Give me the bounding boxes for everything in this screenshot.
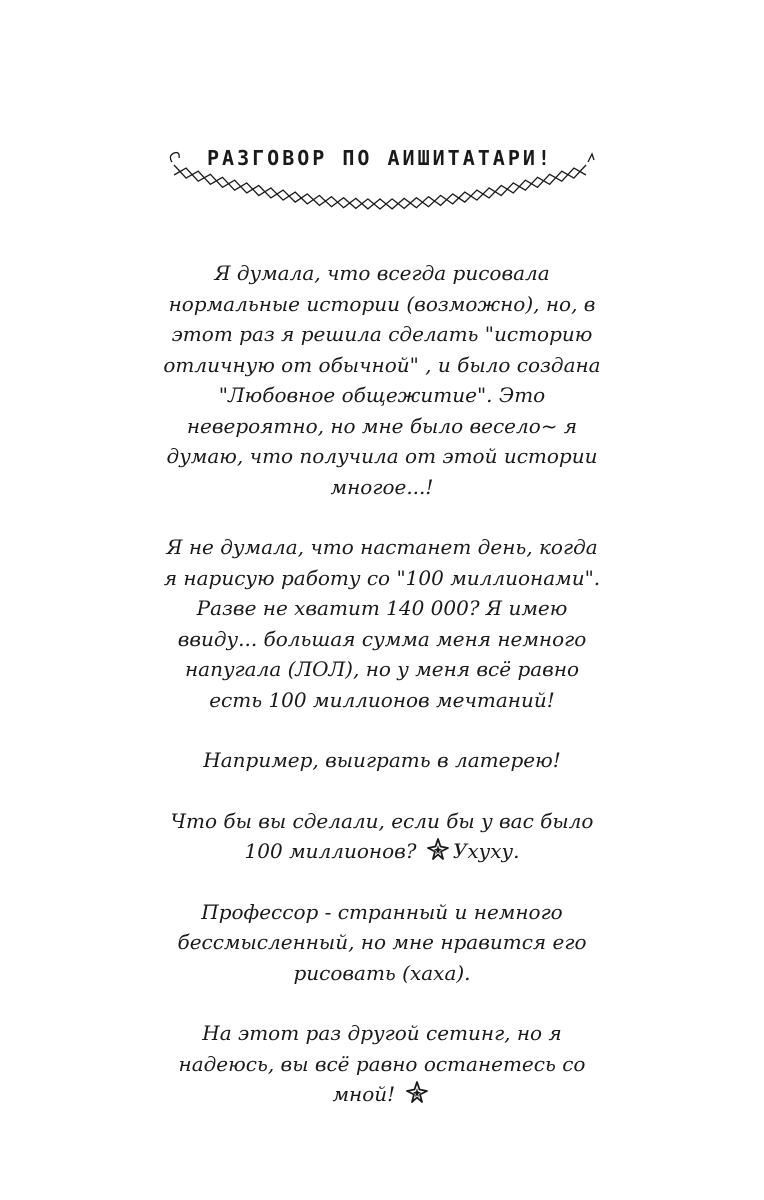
- zigzag-line: [174, 168, 586, 209]
- closing-text: На этот раз другой сетинг, но я надеюсь, вы всё равно останетесь со мной!: [178, 1021, 586, 1106]
- paragraph-3: Например, выиграть в латерею!: [203, 748, 561, 772]
- afterword-text: [150, 258, 614, 1140]
- afterword-header: [160, 140, 600, 220]
- paragraph-closing: [150, 1018, 614, 1110]
- question-line-1: Что бы вы сделали, если бы у вас было: [170, 808, 594, 833]
- paragraph-2: Я не думала, что настанет день, когда я нарисую работу со "100 миллионами". Разве не хватит 140 000? Я имею ввиду... большая сумма меня немного напугала (ЛОЛ), но у меня всё равно есть 100 миллионов мечтаний!: [163, 535, 601, 712]
- sparkle-icon: [425, 837, 451, 863]
- page-title: РАЗГОВОР ПО АИШИТАТАРИ!: [207, 146, 553, 170]
- paragraph-4: Профессор - странный и немного бессмысленный, но мне нравится его рисовать (хаха).: [177, 899, 587, 985]
- paragraph-question: [150, 806, 614, 867]
- question-line-2b: Ухуху.: [452, 839, 520, 863]
- question-line-2a: 100 миллионов?: [244, 839, 417, 863]
- paragraph-1: Я думала, что всегда рисовала нормальные истории (возможно), но, в этот раз я решила сделать "историю отличную от обычной" , и было создана "Любовное общежитие". Это невероятно, но мне было весело~ я думаю, что получила от этой истории многое...!: [163, 261, 601, 499]
- zigzag-line: [174, 165, 586, 209]
- sparkle-icon: [404, 1080, 430, 1106]
